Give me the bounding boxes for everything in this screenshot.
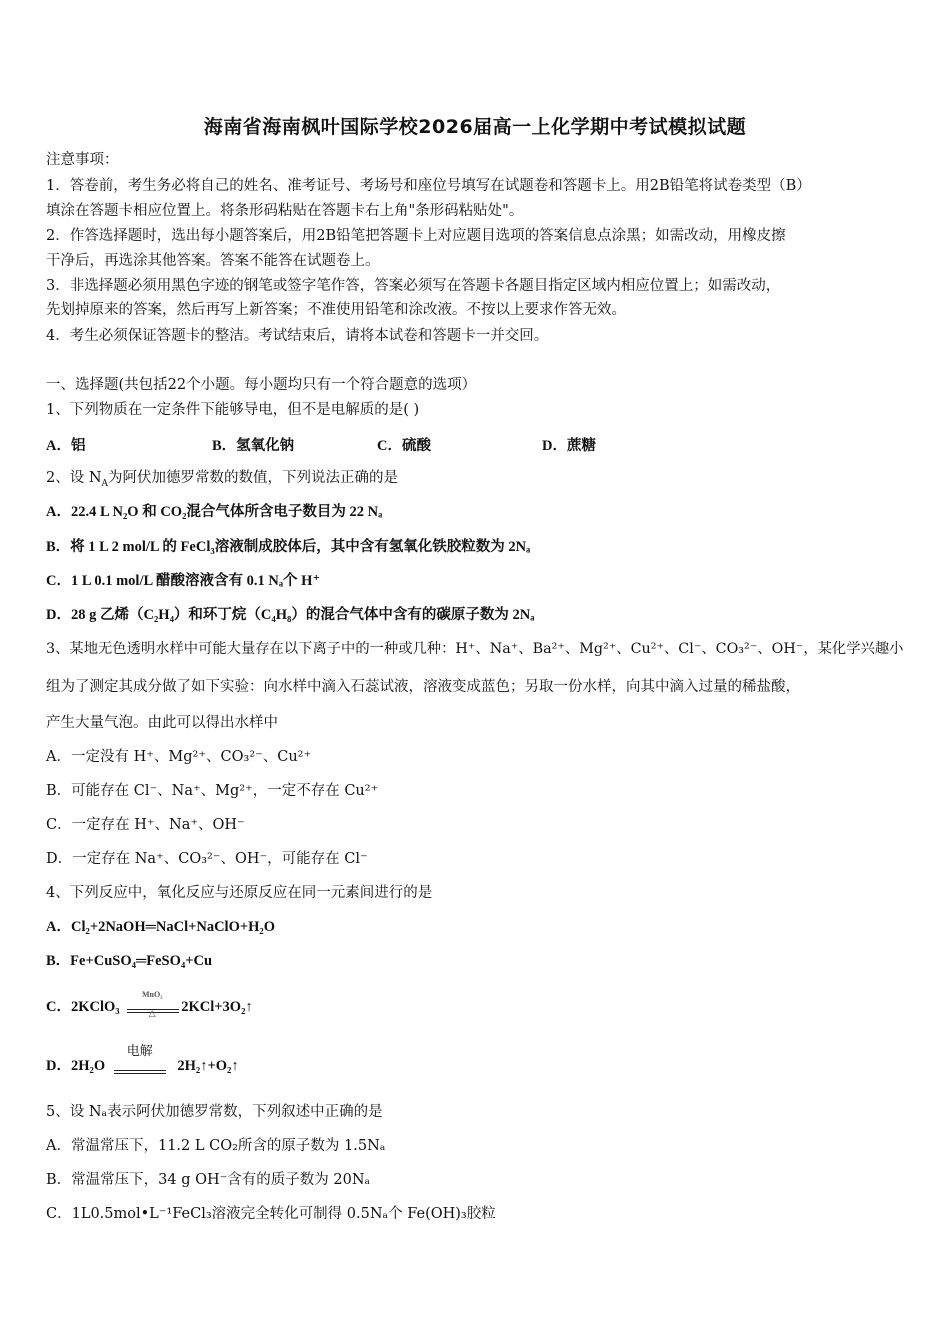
- question-4-stem: 4、下列反应中，氧化反应与还原反应在同一元素间进行的是: [46, 885, 433, 901]
- q4-option-a[interactable]: A．Cl₂+2NaOH═NaCl+NaClO+H₂O: [46, 919, 276, 935]
- q3-option-c[interactable]: C．一定存在 H⁺、Na⁺、OH⁻: [46, 817, 245, 833]
- q2-option-d[interactable]: D．28 g 乙烯（C₂H₄）和环丁烷（C₄H₈）的混合气体中含有的碳原子数为 2Nₐ: [46, 607, 535, 623]
- note-line: 填涂在答题卡相应位置上。将条形码粘贴在答题卡右上角"条形码粘贴处"。: [46, 203, 524, 219]
- q2-stem-post: 为阿伏加德罗常数的数值，下列说法正确的是: [108, 470, 399, 486]
- q3-option-b[interactable]: B．可能存在 Cl⁻、Na⁺、Mg²⁺，一定不存在 Cu²⁺: [46, 783, 379, 799]
- q1-option-c[interactable]: C．硫酸: [377, 438, 431, 454]
- q4-option-c[interactable]: [46, 990, 253, 1018]
- q4-option-b[interactable]: B．Fe+CuSO₄═FeSO₄+Cu: [46, 953, 213, 969]
- q1-option-a[interactable]: A．铝: [46, 438, 86, 454]
- note-line: 干净后，再选涂其他答案。答案不能答在试题卷上。: [46, 253, 380, 269]
- q4-d-reactant: D．2H₂O: [46, 1058, 106, 1074]
- q4-c-reactant: C．2KClO₃: [46, 999, 120, 1015]
- section-heading: 一、选择题(共包括22个小题。每小题均只有一个符合题意的选项）: [46, 377, 477, 393]
- question-2-stem: [46, 468, 398, 488]
- question-3-stem-cont: 产生大量气泡。由此可以得出水样中: [46, 715, 278, 731]
- q4-option-d[interactable]: [46, 1044, 239, 1076]
- note-line: 3．非选择题必须用黑色字迹的钢笔或签字笔作答，答案必须写在答题卡各题目指定区域内相应位置上；如需改动，: [46, 278, 781, 294]
- q2-stem-sub: A: [101, 478, 109, 489]
- question-3-stem: 3、某地无色透明水样中可能大量存在以下离子中的一种或几种：H⁺、Na⁺、Ba²⁺、Mg²⁺、Cu²⁺、Cl⁻、CO₃²⁻、OH⁻，某化学兴趣小: [46, 641, 904, 657]
- q4-c-condition: [123, 990, 181, 1018]
- q2-option-b[interactable]: B．将 1 L 2 mol/L 的 FeCl₃溶液制成胶体后，其中含有氢氧化铁胶粒数为 2Nₐ: [46, 539, 531, 555]
- q1-option-b[interactable]: B．氢氧化钠: [212, 438, 295, 454]
- q5-option-c[interactable]: C．1L0.5mol•L⁻¹FeCl₃溶液完全转化可制得 0.5Nₐ个 Fe(OH)₃胶粒: [46, 1206, 496, 1222]
- q4-c-product: 2KCl+3O₂↑: [181, 999, 253, 1015]
- q4-d-product: 2H₂↑+O₂↑: [177, 1058, 239, 1074]
- note-line: 先划掉原来的答案，然后再写上新答案；不准使用铅笔和涂改液。不按以上要求作答无效。: [46, 302, 626, 318]
- question-3-stem-cont: 组为了测定其成分做了如下实验：向水样中滴入石蕊试液，溶液变成蓝色；另取一份水样，向其中滴入过量的稀盐酸，: [46, 679, 800, 695]
- q4-d-condition: [112, 1044, 168, 1076]
- q2-option-c[interactable]: C．1 L 0.1 mol/L 醋酸溶液含有 0.1 Nₐ个 H⁺: [46, 573, 321, 589]
- q4-c-heat: △: [148, 1008, 156, 1018]
- q1-option-d[interactable]: D．蔗糖: [542, 438, 596, 454]
- q5-option-b[interactable]: B．常温常压下，34 g OH⁻含有的质子数为 20Nₐ: [46, 1172, 371, 1188]
- q5-option-a[interactable]: A．常温常压下，11.2 L CO₂所含的原子数为 1.5Nₐ: [46, 1138, 386, 1154]
- q3-option-d[interactable]: D．一定存在 Na⁺、CO₃²⁻、OH⁻，可能存在 Cl⁻: [46, 851, 368, 867]
- note-line: 4．考生必须保证答题卡的整洁。考试结束后，请将本试卷和答题卡一并交回。: [46, 328, 549, 344]
- note-line: 1．答卷前，考生务必将自己的姓名、准考证号、考场号和座位号填写在试题卷和答题卡上。用2B铅笔将试卷类型（B）: [46, 178, 811, 194]
- q2-stem-pre: 2、设 N: [46, 470, 102, 486]
- q2-option-a[interactable]: A．22.4 L N₂O 和 CO₂混合气体所含电子数目为 22 Nₐ: [46, 504, 383, 520]
- double-line-icon: [114, 1060, 166, 1080]
- q4-d-electrolysis: 电解: [126, 1044, 153, 1059]
- question-1-stem: 1、下列物质在一定条件下能够导电，但不是电解质的是( ): [46, 402, 420, 418]
- q3-option-a[interactable]: A．一定没有 H⁺、Mg²⁺、CO₃²⁻、Cu²⁺: [46, 749, 312, 765]
- page-title: 海南省海南枫叶国际学校2026届高一上化学期中考试模拟试题: [203, 116, 747, 138]
- question-5-stem: 5、设 Nₐ表示阿伏加德罗常数，下列叙述中正确的是: [46, 1104, 383, 1120]
- note-line: 2．作答选择题时，选出每小题答案后，用2B铅笔把答题卡上对应题目选项的答案信息点涂黑；如需改动，用橡皮擦: [46, 228, 786, 244]
- q4-c-catalyst: MnO₂: [141, 990, 163, 999]
- notes-heading: 注意事项：: [46, 152, 119, 168]
